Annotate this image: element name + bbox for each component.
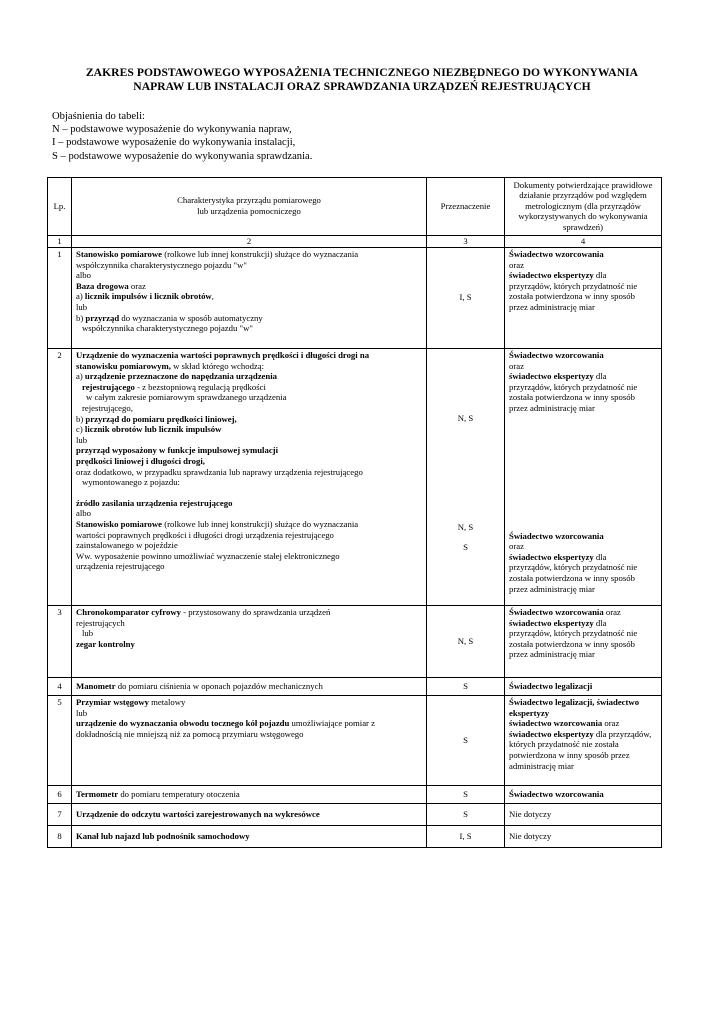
row-3-documents: Świadectwo wzorcowania oraz świadectwo ekspertyzy dla przyrządów, których przydatność nie została potwierdzona w inny sposób przez administrację miar <box>505 606 662 678</box>
table-row <box>48 696 662 786</box>
header-lp: Lp. <box>48 178 72 236</box>
row-3-description: Chronokomparator cyfrowy - przystosowany do sprawdzania urządzeń rejestrujących lub zegar kontrolny <box>72 606 427 678</box>
row-8-lp: 8 <box>48 826 72 848</box>
row-8-purpose: I, S <box>427 826 505 848</box>
row-4-documents: Świadectwo legalizacji <box>505 678 662 696</box>
row-6-documents: Świadectwo wzorcowania <box>505 786 662 804</box>
row-7-description: Urządzenie do odczytu wartości zarejestrowanych na wykresówce <box>72 804 427 826</box>
table-row <box>48 349 662 606</box>
equipment-table <box>47 177 662 848</box>
row-6-purpose: S <box>427 786 505 804</box>
table-row <box>48 786 662 804</box>
row-8-documents: Nie dotyczy <box>505 826 662 848</box>
legend-n: N – podstawowe wyposażenie do wykonywania napraw, <box>52 124 292 136</box>
column-number-2: 2 <box>72 236 427 248</box>
table-row <box>48 804 662 826</box>
row-5-documents: Świadectwo legalizacji, świadectwo ekspertyzy świadectwo wzorcowania oraz świadectwo ekspertyzy dla przyrządów, których przydatność nie została potwierdzona w inny sposób przez administrację miar <box>505 696 662 786</box>
row-2-description: Urządzenie do wyznaczenia wartości poprawnych prędkości i długości drogi na stanowisku pomiarowym, w skład którego wchodzą: a) urządzenie przeznaczone do napędzania urządzenia rejestrującego - z bezstopniową regulacją prędkości w całym zakresie pomiarowym sprawdzanego urządzenia rejestrującego, b) przyrząd do pomiaru prędkości liniowej, c) licznik obrotów lub licznik impulsów lub przyrząd wyposażony w funkcje impulsowej symulacji prędkości liniowej i długości drogi, oraz dodatkowo, w przypadku sprawdzania lub naprawy urządzenia rejestrującego wymontowanego z pojazdu: źródło zasilania urządzenia rejestrującego albo Stanowisko pomiarowe (rolkowe lub innej konstrukcji) służące do wyznaczania wartości poprawnych prędkości i długości drogi urządzenia rejestrującego zainstalowanego w pojeździe Ww. wyposażenie powinno umożliwiać wyznaczenie stałej elektronicznego urządzenia rejestrującego <box>72 349 427 606</box>
row-6-description: Termometr do pomiaru temperatury otoczenia <box>72 786 427 804</box>
column-number-row <box>48 236 662 248</box>
title-line-1: ZAKRES PODSTAWOWEGO WYPOSAŻENIA TECHNICZNEGO NIEZBĘDNEGO DO WYKONYWANIA <box>85 66 639 79</box>
table-header-row <box>48 178 662 236</box>
row-1-description: Stanowisko pomiarowe (rolkowe lub innej konstrukcji) służące do wyznaczania współczynnika charakterystycznego pojazdu "w" albo Baza drogowa oraz a) licznik impulsów i licznik obrotów, lub b) przyrząd do wyznaczania w sposób automatyczny współczynnika charakterystycznego pojazdu "w" <box>72 248 427 349</box>
row-7-lp: 7 <box>48 804 72 826</box>
column-number-3: 3 <box>427 236 505 248</box>
header-purpose: Przeznaczenie <box>427 178 505 236</box>
legend-heading: Objaśnienia do tabeli: <box>52 111 145 122</box>
row-4-purpose: S <box>427 678 505 696</box>
row-7-purpose: S <box>427 804 505 826</box>
column-number-4: 4 <box>505 236 662 248</box>
row-3-purpose: N, S <box>427 606 505 678</box>
row-2-lp: 2 <box>48 349 72 606</box>
title-line-2: NAPRAW LUB INSTALACJI ORAZ SPRAWDZANIA URZĄDZEŃ REJESTRUJĄCYCH <box>133 80 591 93</box>
row-7-documents: Nie dotyczy <box>505 804 662 826</box>
row-2-purpose-1: N, S <box>457 413 474 423</box>
row-5-purpose: S <box>427 696 505 786</box>
row-3-lp: 3 <box>48 606 72 678</box>
legend-i: I – podstawowe wyposażenie do wykonywania instalacji, <box>52 137 296 149</box>
legend-s: S – podstawowe wyposażenie do wykonywania sprawdzania. <box>52 150 313 162</box>
table-row <box>48 248 662 349</box>
column-number-1: 1 <box>48 236 72 248</box>
table-row <box>48 678 662 696</box>
header-documents: Dokumenty potwierdzające prawidłowe działanie przyrządów pod względem metrologicznym (dla przyrządów wykorzystywanych do wykonywania sprawdzeń) <box>505 178 662 236</box>
table-row <box>48 606 662 678</box>
row-2-documents: Świadectwo wzorcowania oraz świadectwo ekspertyzy dla przyrządów, których przydatność nie została potwierdzona w inny sposób przez administrację miar Świadectwo wzorcowania oraz świadectwo ekspertyzy dla przyrządów, których przydatność nie została potwierdzona w inny sposób przez administrację miar <box>505 349 662 606</box>
row-1-documents: Świadectwo wzorcowania oraz świadectwo ekspertyzy dla przyrządów, których przydatność nie została potwierdzona w inny sposób przez administrację miar <box>505 248 662 349</box>
row-1-purpose: I, S <box>427 248 505 349</box>
row-5-description: Przymiar wstęgowy metalowy lub urządzenie do wyznaczania obwodu tocznego kół pojazdu umożliwiające pomiar z dokładnością nie mniejszą niż za pomocą przymiaru wstęgowego <box>72 696 427 786</box>
header-characteristics: Charakterystyka przyrządu pomiarowego lub urządzenia pomocniczego <box>72 178 427 236</box>
row-5-lp: 5 <box>48 696 72 786</box>
row-4-lp: 4 <box>48 678 72 696</box>
table-row <box>48 826 662 848</box>
legend <box>52 110 672 163</box>
row-6-lp: 6 <box>48 786 72 804</box>
document-title <box>40 66 684 94</box>
row-2-purpose-3: S <box>463 542 468 553</box>
row-2-purpose-2: N, S <box>457 521 474 532</box>
row-8-description: Kanał lub najazd lub podnośnik samochodowy <box>72 826 427 848</box>
row-2-purpose <box>427 349 505 606</box>
row-4-description: Manometr do pomiaru ciśnienia w oponach pojazdów mechanicznych <box>72 678 427 696</box>
row-1-lp: 1 <box>48 248 72 349</box>
